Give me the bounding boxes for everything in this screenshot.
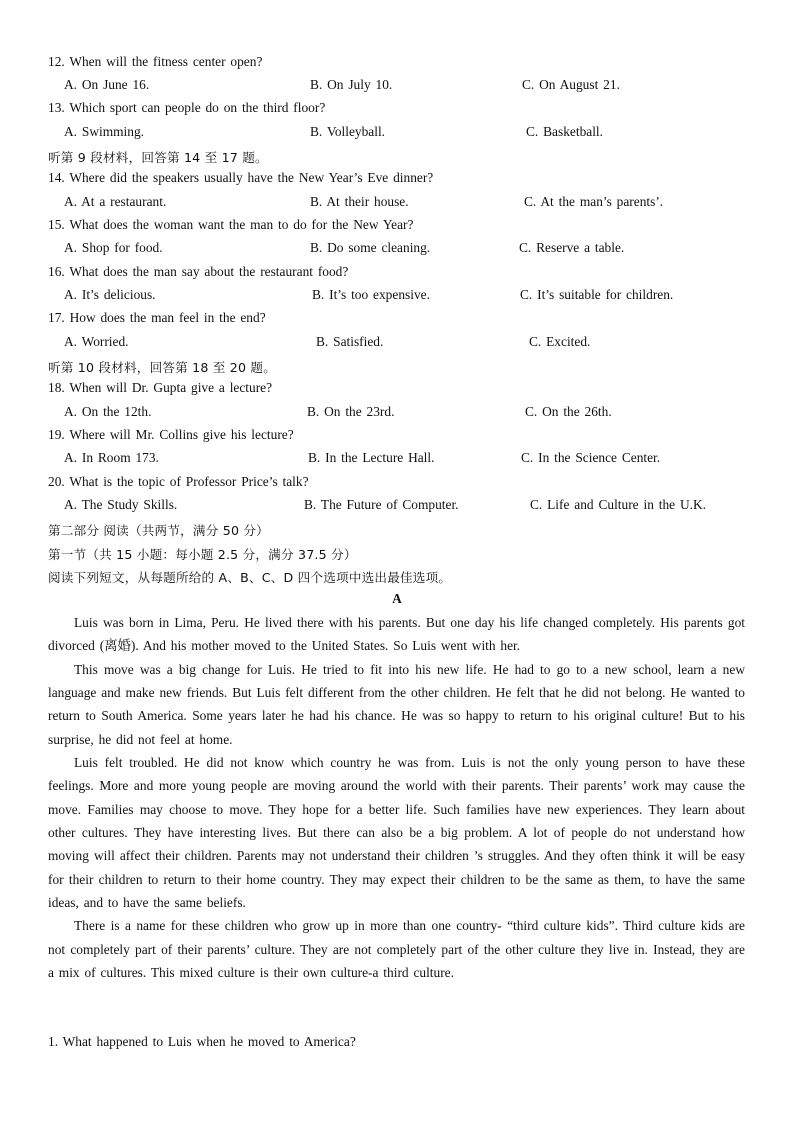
option-a: A. It’s delicious. [64, 287, 156, 302]
option-a: A. Swimming. [64, 124, 144, 139]
question-12-stem: 12. When will the fitness center open? [48, 54, 263, 69]
option-c: C. Excited. [529, 334, 591, 349]
passage-paragraph: There is a name for these children who grow up in more than one country- “third culture kids”. Third culture kids are not completely part of their parents’ culture. They are not completely part of the other culture they live in. Instead, they are a mix of cultures. This mixed culture is their own culture-a third culture. [48, 918, 745, 981]
part-2-heading: 第二部分 阅读（共两节，满分 50 分） [48, 523, 269, 538]
question-13-stem: 13. Which sport can people do on the third floor? [48, 100, 326, 115]
question-15-stem: 15. What does the woman want the man to do for the New Year? [48, 217, 414, 232]
option-c: C. On the 26th. [525, 404, 612, 419]
option-a: A. Worried. [64, 334, 129, 349]
question-14-options [0, 194, 794, 212]
question-19-stem: 19. Where will Mr. Collins give his lecture? [48, 427, 294, 442]
question-16-stem: 16. What does the man say about the restaurant food? [48, 264, 349, 279]
option-c: C. In the Science Center. [521, 450, 661, 465]
option-a: A. On June 16. [64, 77, 150, 92]
passage-paragraph: Luis felt troubled. He did not know which country he was from. Luis is not the only young person to have these feelings. More and more young people are moving around the world with their parents. Their parents’ work may cause the move. Families may choose to move. They hope for a better life. Such families have new experiences. They learn about other cultures. They have interesting lives. But there can also be a big problem. A lot of people do not understand how moving will affect their children. Parents may not understand their children ’s struggles. And they often think it will be easy for their children to return to their home country. They may expect their children to be the same as them, to have the same ideas, and to have the same beliefs. [48, 755, 745, 911]
reading-question-1-stem: 1. What happened to Luis when he moved to America? [48, 1034, 356, 1049]
passage-title: A [392, 591, 402, 606]
option-c: C. It’s suitable for children. [520, 287, 674, 302]
question-18-options [0, 404, 794, 422]
option-a: A. In Room 173. [64, 450, 159, 465]
reading-instruction: 阅读下列短文，从每题所给的 A、B、C、D 四个选项中选出最佳选项。 [48, 570, 452, 585]
option-c: C. Life and Culture in the U.K. [530, 497, 706, 512]
question-20-options [0, 497, 794, 515]
option-c: C. On August 21. [522, 77, 620, 92]
question-14-stem: 14. Where did the speakers usually have the New Year’s Eve dinner? [48, 170, 434, 185]
section-1-heading: 第一节（共 15 小题：每小题 2.5 分，满分 37.5 分） [48, 547, 357, 562]
option-a: A. On the 12th. [64, 404, 152, 419]
question-16-options [0, 287, 794, 305]
option-c: C. Basketball. [526, 124, 603, 139]
option-c: C. At the man’s parents’. [524, 194, 664, 209]
option-b: B. It’s too expensive. [312, 287, 430, 302]
option-b: B. Do some cleaning. [310, 240, 431, 255]
section-10-instruction: 听第 10 段材料，回答第 18 至 20 题。 [48, 360, 277, 375]
section-9-instruction: 听第 9 段材料，回答第 14 至 17 题。 [48, 150, 268, 165]
question-20-stem: 20. What is the topic of Professor Price’s talk? [48, 474, 309, 489]
passage-body [48, 611, 745, 985]
option-b: B. Volleyball. [310, 124, 386, 139]
question-12-options [0, 77, 794, 95]
question-13-options [0, 124, 794, 142]
option-b: B. On the 23rd. [307, 404, 395, 419]
question-17-options [0, 334, 794, 352]
option-b: B. The Future of Computer. [304, 497, 459, 512]
option-a: A. At a restaurant. [64, 194, 167, 209]
question-19-options [0, 450, 794, 468]
option-a: A. The Study Skills. [64, 497, 178, 512]
option-b: B. At their house. [310, 194, 409, 209]
passage-paragraph: Luis was born in Lima, Peru. He lived there with his parents. But one day his life changed completely. His parents got divorced (离婚). And his mother moved to the United States. So Luis went with her. [48, 615, 745, 654]
option-b: B. Satisfied. [316, 334, 384, 349]
question-15-options [0, 240, 794, 258]
option-b: B. On July 10. [310, 77, 393, 92]
question-18-stem: 18. When will Dr. Gupta give a lecture? [48, 380, 273, 395]
question-17-stem: 17. How does the man feel in the end? [48, 310, 266, 325]
option-b: B. In the Lecture Hall. [308, 450, 435, 465]
option-a: A. Shop for food. [64, 240, 163, 255]
option-c: C. Reserve a table. [519, 240, 625, 255]
passage-paragraph: This move was a big change for Luis. He tried to fit into his new life. He had to go to a new school, learn a new language and make new friends. But Luis felt different from the other children. He felt that he did not belong. He wanted to return to South America. Some years later he had his chance. He was so happy to return to his original culture! But to his surprise, he did not feel at home. [48, 661, 745, 747]
